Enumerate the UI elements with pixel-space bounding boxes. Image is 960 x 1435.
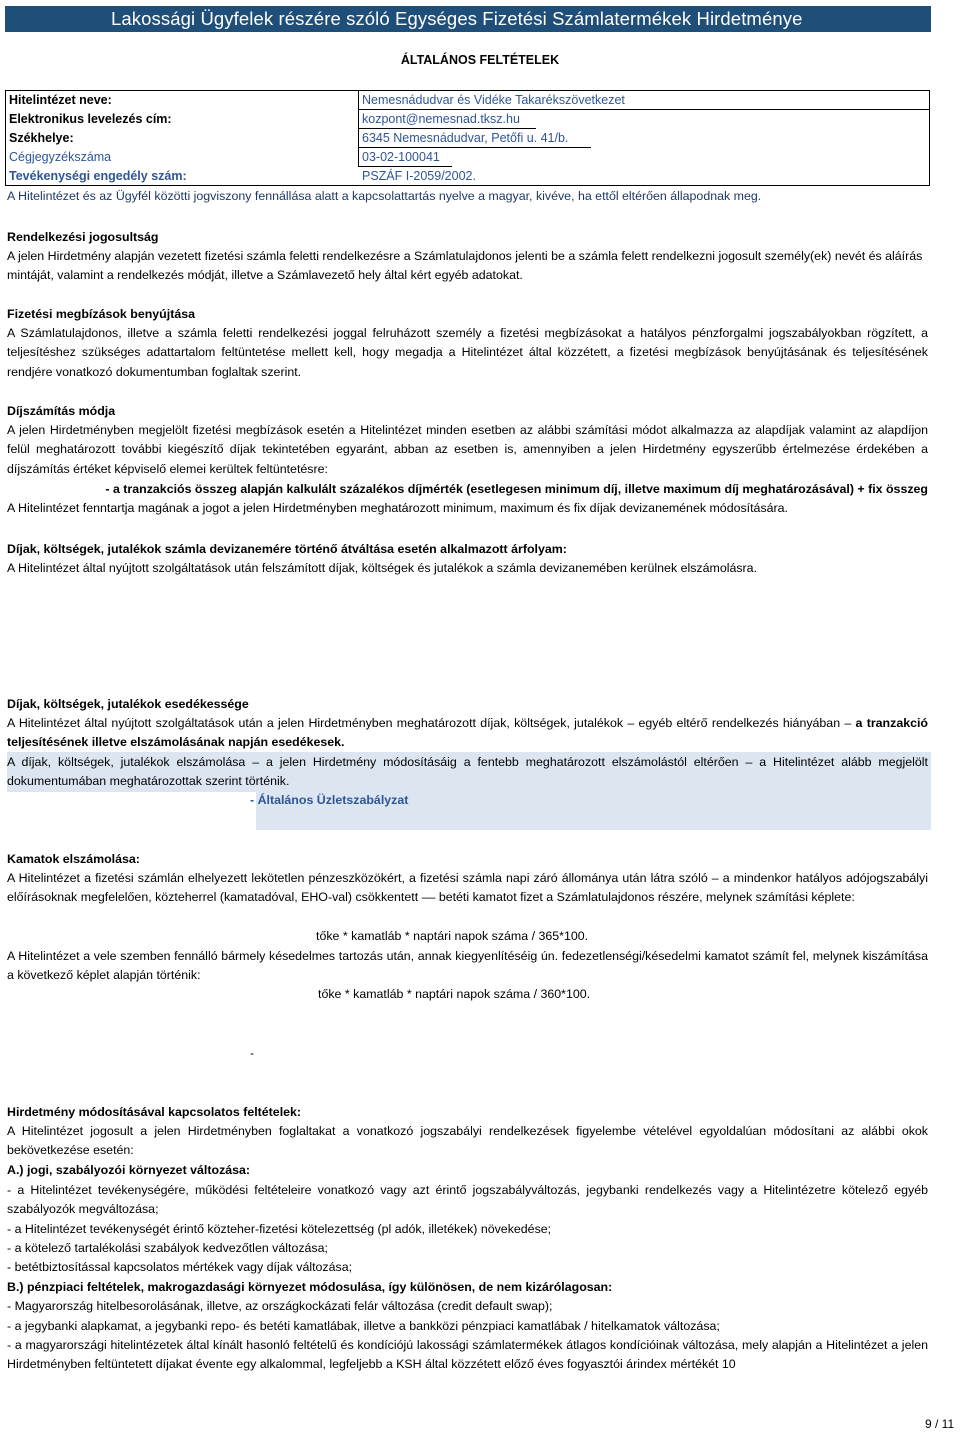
institution-info-table bbox=[5, 90, 930, 186]
section-title: ÁLTALÁNOS FELTÉTELEK bbox=[400, 53, 560, 67]
section-text: A jelen Hirdetmény alapján vezetett fizetési számla feletti rendelkezésre a Számlatulajdonos jelenti be a számla felett rendelkezni jogosult személy(ek) nevét és aláírás mintáját, valamint a rendelkezés módját, illetve a Számlavezető hely által kért egyéb adatokat. bbox=[7, 249, 923, 283]
info-label: Székhelye: bbox=[9, 131, 74, 145]
list-item: - a Hitelintézet tevékenységére, működési feltételeire vonatkozó vagy azt érintő jogszabályváltozás, jegybanki rendelkezés vagy a Hitelintézetre kötelező egyéb szabályozók megváltozása; bbox=[7, 1183, 928, 1217]
info-value: Nemesnádudvar és Vidéke Takarékszövetkezet bbox=[362, 93, 625, 107]
list-item: - a Hitelintézet tevékenységét érintő közteher-fizetési kötelezettség (pl adók, illetékek) növekedése; bbox=[7, 1222, 552, 1236]
section-heading: Rendelkezési jogosultság bbox=[7, 230, 159, 244]
section-heading: Díjak, költségek, jutalékok számla devizanemére történő átváltása esetén alkalmazott árfolyam: bbox=[7, 542, 567, 556]
info-value: 03-02-100041 bbox=[362, 150, 440, 164]
interest-formula: tőke * kamatláb * naptári napok száma / 360*100. bbox=[318, 987, 591, 1001]
section-text: A Hitelintézet a vele szemben fennálló bármely késedelmes tartozás után, annak kiegyenlítéséig ún. fedezetlenségi/késedelmi kamatot számít fel, melynek kiszámítása a következő képlet alapján történik: bbox=[7, 949, 928, 983]
section-heading: Hirdetmény módosításával kapcsolatos feltételek: bbox=[7, 1105, 302, 1119]
email-link[interactable]: kozpont@nemesnad.tksz.hu bbox=[362, 112, 520, 126]
section-text: A jelen Hirdetményben megjelölt fizetési megbízások esetén a Hitelintézet minden esetben az alábbi számítási módot alkalmazza az alapdíjak valamint az alapdíjon felül meghatározott további kiegészítő díjak tekintetében egyaránt, abban az esetben is, amennyiben a jelen Hirdetmény egyszerűbb értelmezése érdekében a díjszámítás értéket képviselő elemei kerültek feltüntetésre: bbox=[7, 423, 928, 476]
list-item: - a kötelező tartalékolási szabályok kedvezőtlen változása; bbox=[7, 1241, 328, 1255]
list-item: - Magyarország hitelbesorolásának, illetve, az országkockázati felár változása (credit default swap); bbox=[7, 1299, 553, 1313]
list-item: - betétbiztosítással kapcsolatos mértékek vagy díjak változása; bbox=[7, 1260, 353, 1274]
subsection-heading: B.) pénzpiaci feltételek, makrogazdasági környezet módosulása, így különösen, de nem kizárólagosan: bbox=[7, 1280, 613, 1294]
interest-formula: tőke * kamatláb * naptári napok száma / 365*100. bbox=[316, 929, 589, 943]
info-row-name bbox=[6, 91, 929, 110]
info-value: 6345 Nemesnádudvar, Petőfi u. 41/b. bbox=[362, 131, 569, 145]
subsection-heading: A.) jogi, szabályozói környezet változása: bbox=[7, 1163, 251, 1177]
info-row-email bbox=[6, 110, 929, 129]
fee-formula-line: - a tranzakciós összeg alapján kalkulált százalékos díjmérték (esetlegesen minimum díj, illetve maximum díj meghatározásával) + fix összeg bbox=[105, 482, 928, 496]
section-text: A Számlatulajdonos, illetve a számla feletti rendelkezési joggal felruházott személy a fizetési megbízásokat a hatályos pénzforgalmi jogszabályokban rögzített, a teljesítéshez szükséges adattartalom feltüntetése mellett kell, hogy megadja a Hitelintézet által közzétett, a fizetési megbízások benyújtásának és teljesítésének rendjére vonatkozó dokumentumban foglaltak szerint. bbox=[7, 326, 928, 379]
section-heading: Díjszámítás módja bbox=[7, 404, 116, 418]
info-label: Tevékenységi engedély szám: bbox=[9, 169, 187, 183]
info-value: PSZÁF I-2059/2002. bbox=[362, 169, 476, 183]
section-text: A Hitelintézet jogosult a jelen Hirdetményben foglaltakat a vonatkozó jogszabályi rendelkezések figyelembe vételével egyoldalúan módosítani az alábbi okok bekövetkezése esetén: bbox=[7, 1124, 928, 1158]
info-label: Hitelintézet neve: bbox=[9, 93, 112, 107]
section-text: A díjak, költségek, jutalékok elszámolása – a jelen Hirdetmény módosításáig a fentebb meghatározott elszámolástól eltérően – a Hitelintézet alább megjelölt dokumentumában meghatározottak szerint történik. bbox=[7, 755, 928, 789]
list-dash: - bbox=[250, 1046, 255, 1060]
info-label: Elektronikus levelezés cím: bbox=[9, 112, 172, 126]
page-number: 9 / 11 bbox=[925, 1417, 955, 1431]
info-row-company-reg bbox=[6, 148, 929, 167]
list-item: - a jegybanki alapkamat, a jegybanki repo- és betéti kamatlábak, illetve a bankközi pénzpiaci kamatlábak / hitelkamatok változása; bbox=[7, 1319, 720, 1333]
section-text: A Hitelintézet által nyújtott szolgáltatások után felszámított díjak, költségek és jutalékok a számla devizanemében kerülnek elszámolásra. bbox=[7, 561, 758, 575]
list-item: - a magyarországi hitelintézetek által kínált hasonló feltételű és kondíciójú lakossági számlatermékek átlagos kondícióinak változása, mely alapján a Hitelintézet a jelen Hirdetményben feltüntetett díjakat évente egy alkalommal, legfeljebb a KSH által közzétett előző éves fogyasztói árindex mértékét 10 bbox=[7, 1338, 928, 1372]
info-row-license bbox=[6, 167, 929, 186]
info-label: Cégjegyzékszáma bbox=[9, 150, 112, 164]
page-banner-title: Lakossági Ügyfelek részére szóló Egységes Fizetési Számlatermékek Hirdetménye bbox=[5, 6, 931, 32]
section-text: A Hitelintézet fenntartja magának a jogot a jelen Hirdetményben meghatározott minimum, maximum és fix díjak devizanemének módosítására. bbox=[7, 501, 788, 515]
info-row-address bbox=[6, 129, 929, 148]
due-text: A Hitelintézet által nyújtott szolgáltatások után a jelen Hirdetményben meghatározott díjak, költségek, jutalékok – egyéb eltérő rendelkezés hiányában – bbox=[7, 716, 852, 730]
contact-language-note: A Hitelintézet és az Ügyfél közötti jogviszony fennállása alatt a kapcsolattartás nyelve a magyar, kivéve, ha ettől eltérően állapodnak meg. bbox=[7, 189, 762, 203]
section-heading: Fizetési megbízások benyújtása bbox=[7, 307, 195, 321]
section-text bbox=[7, 714, 928, 753]
section-heading: Díjak, költségek, jutalékok esedékessége bbox=[7, 697, 249, 711]
section-heading: Kamatok elszámolása: bbox=[7, 852, 140, 866]
section-text: A Hitelintézet a fizetési számlán elhelyezett lekötetlen pénzeszközökért, a fizetési számla napi záró állománya után látra szóló – a mindenkor hatályos adójogszabályi előírásoknak megfelelően, közteherrel (kamatadóval, EHO-val) csökkentett –– betéti kamatot fizet a Számlatulajdonos részére, melynek számítási képlete: bbox=[7, 871, 928, 905]
due-text-bold: a tranzakció teljesítésének illetve elszámolásának napján esedékesek. bbox=[7, 716, 928, 750]
document-link[interactable]: - Általános Üzletszabályzat bbox=[250, 793, 409, 807]
